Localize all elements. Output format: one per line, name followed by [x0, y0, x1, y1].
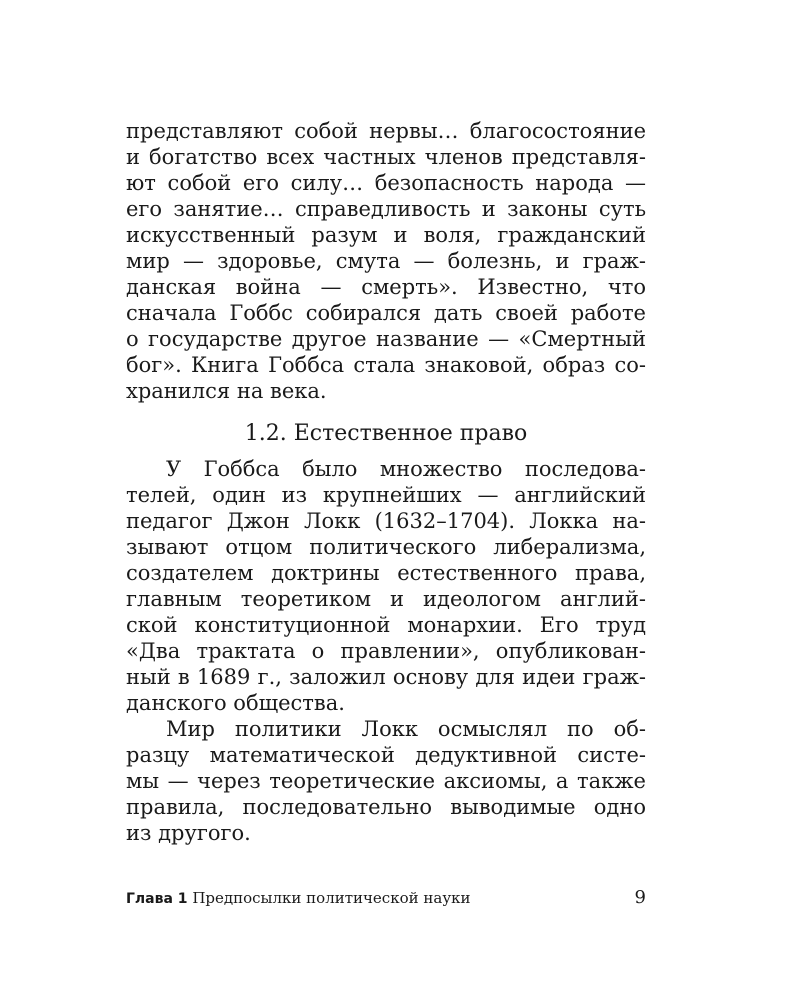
- text-line: о государстве другое название — «Смертный: [126, 327, 646, 351]
- text-line: правила, последовательно выводимые одно: [126, 795, 646, 819]
- text-line: мир — здоровье, смута — болезнь, и граж-: [126, 249, 646, 273]
- text-line: «Два трактата о правлении», опубликован-: [126, 639, 646, 663]
- text-line: ют собой его силу… безопасность народа —: [126, 171, 646, 195]
- text-line: и богатство всех частных членов представля-: [126, 145, 646, 169]
- text-line: У Гоббса было множество последова-: [166, 457, 646, 481]
- text-line: данского общества.: [126, 691, 345, 715]
- paragraph-3: [126, 716, 646, 846]
- text-line: из другого.: [126, 821, 251, 845]
- text-line: создателем доктрины естественного права,: [126, 561, 646, 585]
- paragraph-2: [126, 456, 646, 716]
- text-line: данская война — смерть». Известно, что: [126, 275, 646, 299]
- text-line: мы — через теоретические аксиомы, а также: [126, 769, 646, 793]
- text-line: его занятие… справедливость и законы суть: [126, 197, 646, 221]
- section-heading: 1.2. Естественное право: [244, 421, 528, 446]
- text-line: хранился на века.: [126, 379, 327, 403]
- page-body: [126, 118, 646, 846]
- text-line: представляют собой нервы… благосостояние: [126, 119, 646, 143]
- text-line: телей, один из крупнейших — английский: [126, 483, 646, 507]
- text-line: главным теоретиком и идеологом англий-: [126, 587, 646, 611]
- text-line: сначала Гоббс собирался дать своей работе: [126, 301, 646, 325]
- page-number: 9: [634, 887, 646, 908]
- paragraph-1: [126, 118, 646, 404]
- running-head: Предпосылки политической науки: [192, 889, 471, 907]
- text-line: ской конституционной монархии. Его труд: [126, 613, 646, 637]
- text-line: искусственный разум и воля, гражданский: [126, 223, 646, 247]
- chapter-label: Глава 1: [126, 891, 188, 907]
- page-footer: [126, 886, 646, 910]
- text-line: зывают отцом политического либерализма,: [126, 535, 646, 559]
- text-line: ный в 1689 г., заложил основу для идеи граж-: [126, 665, 646, 689]
- text-line: педагог Джон Локк (1632–1704). Локка на-: [126, 509, 646, 533]
- text-line: разцу математической дедуктивной систе-: [126, 743, 646, 767]
- text-line: Мир политики Локк осмыслял по об-: [166, 717, 646, 741]
- text-line: бог». Книга Гоббса стала знаковой, образ со-: [126, 353, 646, 377]
